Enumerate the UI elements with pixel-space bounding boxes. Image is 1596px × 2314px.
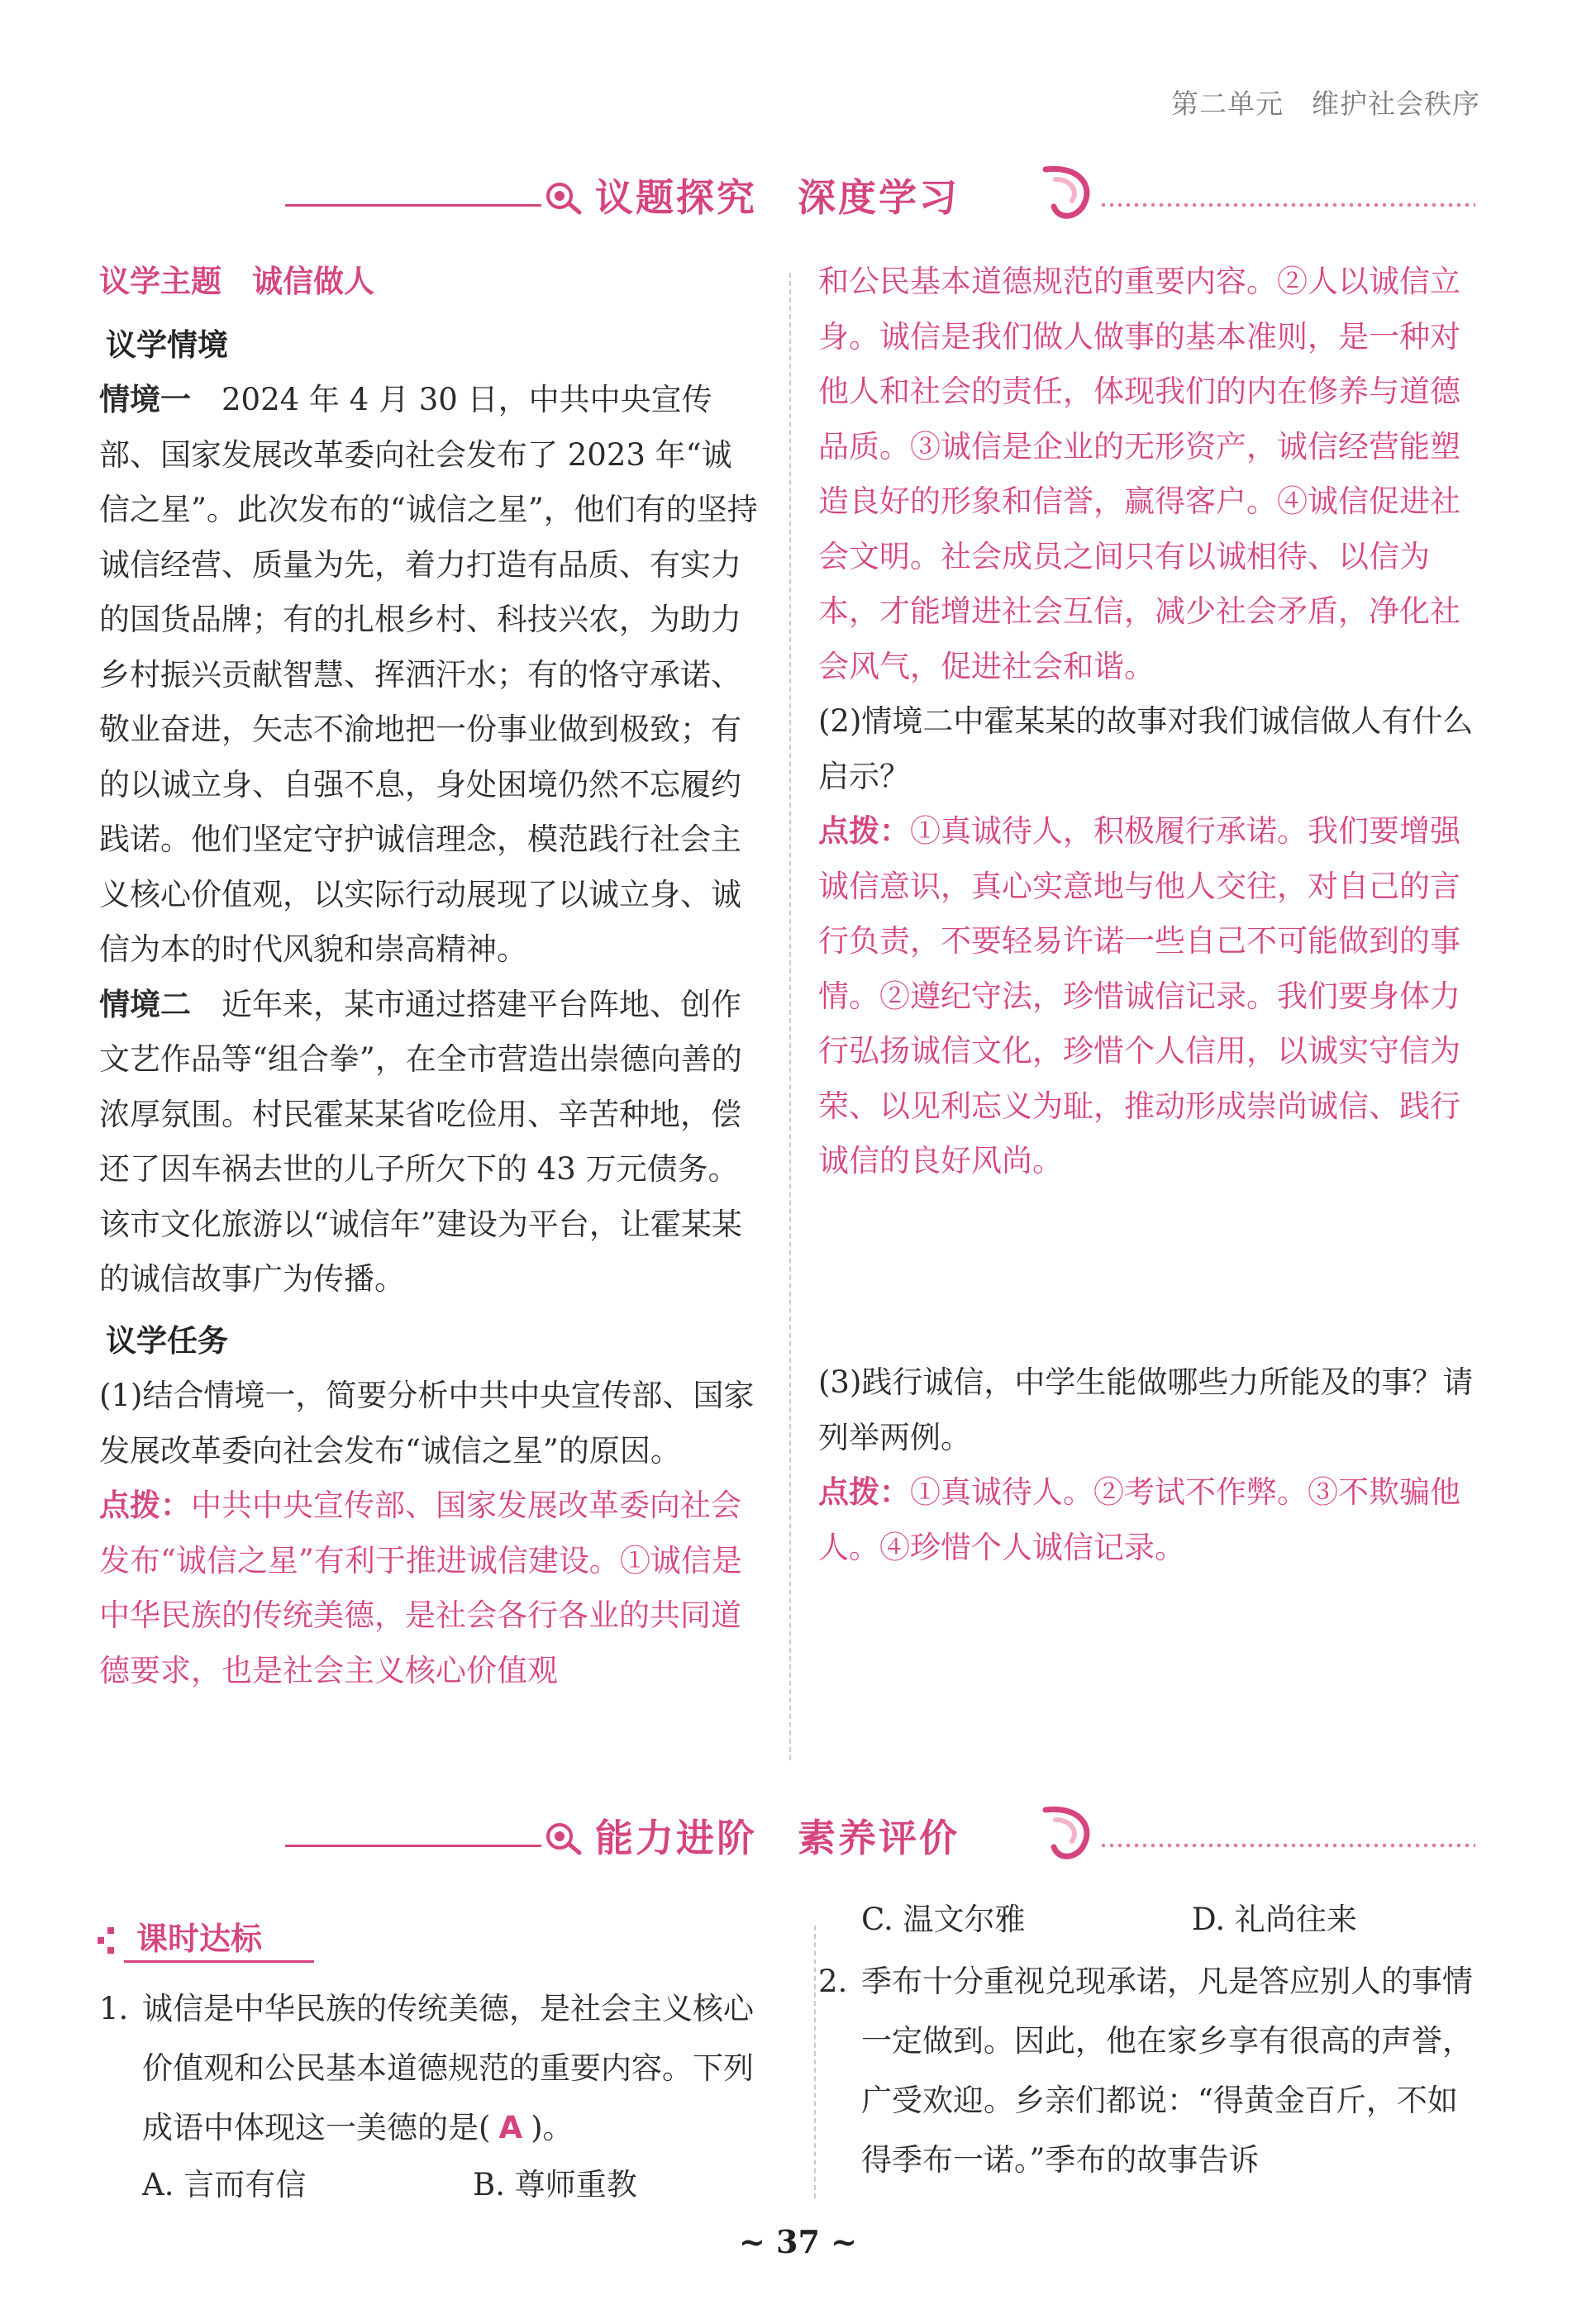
answer-mark: A [498,2110,523,2145]
swirl-decoration-icon [1037,1802,1103,1868]
column-divider [789,273,791,1760]
task-one-hint: 点拨：中共中央宣传部、国家发展改革委向社会发布“诚信之星”有利于推进诚信建设。①诚信是中华民族的传统美德，是社会各行各业的共同道德要求，也是社会主义核心价值观 [99,1488,742,1688]
task-heading: 议学任务 [106,1322,228,1359]
option-b[interactable]: B. 尊师重教 [473,2167,637,2202]
swirl-decoration-icon [1037,161,1103,227]
situation-heading: 议学情境 [106,326,228,363]
option-c[interactable]: C. 温文尔雅 [861,1902,1026,1937]
magnifier-icon [541,173,588,219]
task-three-hint: 点拨：①真诚待人。②考试不作弊。③不欺骗他人。④珍惜个人诚信记录。 [818,1474,1460,1565]
task-three: (3)践行诚信，中学生能做哪些力所能及的事？请列举两例。 [818,1364,1474,1455]
right-column [818,255,1479,1189]
task-two-hint: 点拨：①真诚待人，积极履行承诺。我们要增强诚信意识，真心实意地与他人交往，对自己的言行负责，不要轻易许诺一些自己不可能做到的事情。②遵纪守法，珍惜诚信记录。我们要身体力行弘扬诚信文化，珍惜个人信用，以诚实守信为荣、以见利忘义为耻，推动形成崇尚诚信、践行诚信的良好风尚。 [818,813,1460,1178]
situation-two: 情境二 近年来，某市通过搭建平台阵地、创作文艺作品等“组合拳”，在全市营造出崇德向善的浓厚氛围。村民霍某某省吃俭用、辛苦种地，偿还了因车祸去世的儿子所欠下的 43 万元债务。该市文化旅游以“诚信年”建设为平台，让霍某某的诚信故事广为传播。 [99,986,742,1297]
task-one-hint-continued: 和公民基本道德规范的重要内容。②人以诚信立身。诚信是我们做人做事的基本准则，是一种对他人和社会的责任，体现我们的内在修养与道德品质。③诚信是企业的无形资产，诚信经营能塑造良好的形象和信誉，赢得客户。④诚信促进社会文明。社会成员之间只有以诚相待、以信为本，才能增进社会互信，减少社会矛盾，净化社会风气，促进社会和谐。 [818,264,1460,684]
left-column [99,255,760,1698]
question-one-stem: 1. 诚信是中华民族的传统美德，是社会主义核心价值观和公民基本道德规范的重要内容。下列成语中体现这一美德的是( A )。 [99,1991,754,2145]
banner-title: 议题探究 深度学习 [595,175,960,220]
option-a[interactable]: A. 言而有信 [142,2167,307,2202]
banner-line [285,204,541,207]
column-divider [814,1926,816,2198]
section-banner-assessment [0,1802,1596,1876]
page-number: ~ 37 ~ [738,2223,858,2260]
question-two-stem: 2. 季布十分重视兑现承诺，凡是答应别人的事情一定做到。因此，他在家乡享有很高的声誉，广受欢迎。乡亲们都说：“得黄金百斤，不如得季布一诺。”季布的故事告诉 [818,1964,1473,2178]
option-d[interactable]: D. 礼尚往来 [1192,1902,1357,1937]
options-row [861,1893,1479,1952]
question-right-area [818,1893,1479,2190]
banner-title: 能力进阶 素养评价 [595,1816,960,1860]
banner-line [285,1845,541,1847]
lesson-check-heading: 课时达标 [136,1921,263,1957]
right-column-lower [818,1355,1479,1575]
section-banner-inquiry [0,161,1596,236]
question-one [99,1979,760,2217]
banner-dots [1099,201,1475,209]
task-one: (1)结合情境一，简要分析中共中央宣传部、国家发展改革委向社会发布“诚信之星”的原因。 [99,1378,755,1469]
banner-dots [1099,1841,1475,1850]
square-bullets-icon [98,1927,117,1957]
subhead-underline [124,1960,314,1963]
unit-header: 第二单元 维护社会秩序 [1171,88,1480,120]
options-row [142,2158,760,2217]
theme-heading: 议学主题 诚信做人 [99,264,374,299]
task-two: (2)情境二中霍某某的故事对我们诚信做人有什么启示？ [818,703,1474,794]
situation-one: 情境一 2024 年 4 月 30 日，中共中央宣传部、国家发展改革委向社会发布了 2023 年“诚信之星”。此次发布的“诚信之星”，他们有的坚持诚信经营、质量为先，着力打造有品质、有实力的国货品牌；有的扎根乡村、科技兴农，为助力乡村振兴贡献智慧、挥洒汗水；有的恪守承诺、敬业奋进，矢志不渝地把一份事业做到极致；有的以诚立身、自强不息，身处困境仍然不忘履约践诺。他们坚定守护诚信理念，模范践行社会主义核心价值观，以实际行动展现了以诚立身、诚信为本的时代风貌和崇高精神。 [99,382,758,967]
magnifier-icon [541,1813,588,1859]
